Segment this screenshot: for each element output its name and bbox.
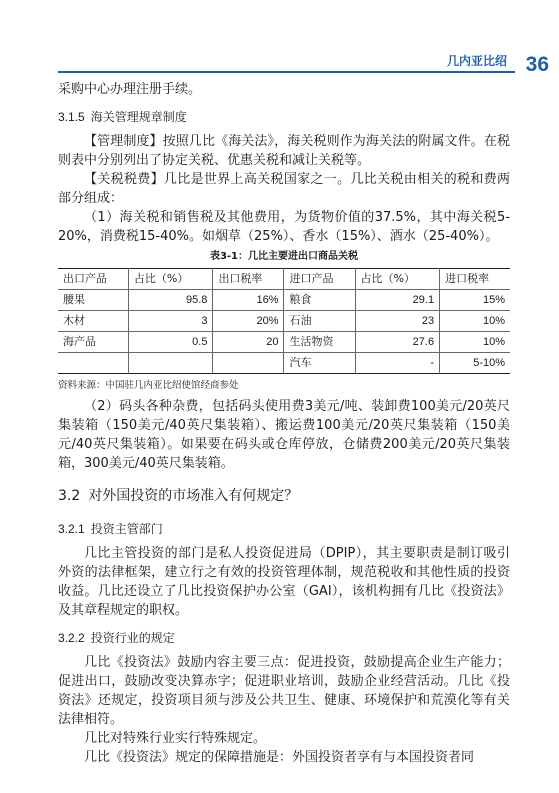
table-header-row — [58, 269, 510, 290]
section-number: 3.2 — [58, 488, 81, 504]
table-cell: 10% — [440, 332, 510, 353]
table-cell: 0.5 — [128, 332, 213, 353]
table-cell — [213, 353, 284, 374]
table-cell: 10% — [440, 311, 510, 332]
header-rule — [58, 71, 515, 73]
section-title: 对外国投资的市场准入有何规定？ — [88, 488, 299, 504]
table-cell: 5-10% — [440, 353, 510, 374]
column-header: 进口产品 — [284, 269, 355, 290]
column-header: 出口产品 — [58, 269, 128, 290]
table-source-note: 资料来源：中国驻几内亚比绍使馆经商参处 — [58, 380, 239, 391]
table-cell: 16% — [213, 290, 284, 311]
column-header: 占比（%） — [355, 269, 440, 290]
table-cell: 95.8 — [128, 290, 213, 311]
section-number: 3.2.1 — [58, 522, 85, 536]
column-header: 进口税率 — [440, 269, 510, 290]
column-header: 出口税率 — [213, 269, 284, 290]
running-header-title: 几内亚比绍 — [446, 54, 507, 68]
section-heading-3-2 — [58, 487, 510, 506]
table-cell: 海产品 — [58, 332, 128, 353]
section-title: 投资主管部门 — [90, 522, 163, 536]
section-heading-3-1-5 — [58, 108, 510, 127]
table-cell: 粮食 — [284, 290, 355, 311]
paragraph-customs-tax-1: （1）海关税和销售税及其他费用，为货物价值的37.5%，其中海关税5-20%，消费税15-40%。如烟草（25%）、香水（15%）、酒水（25-40%）。 — [58, 210, 510, 244]
table-row — [58, 311, 510, 332]
section-number: 3.2.2 — [58, 631, 85, 645]
table-row — [58, 290, 510, 311]
table-cell: 生活物资 — [284, 332, 355, 353]
paragraph-customs-management: 【管理制度】按照几比《海关法》，海关税则作为海关法的附属文件。在税则表中分别列出了协定关税、优惠关税和减让关税等。 — [58, 134, 510, 168]
paragraph-customs-tax: 【关税税费】几比是世界上高关税国家之一。几比关税由相关的税和费两部分组成： — [58, 172, 510, 206]
paragraph-customs-tax-2: （2）码头各种杂费，包括码头使用费3美元/吨、装卸费100美元/20英尺集装箱（150美元/40英尺集装箱）、搬运费100美元/20英尺集装箱（150美元/40英尺集装箱）。如果要在码头或仓库停放，仓储费200美元/20英尺集装箱，300美元/40英尺集装箱。 — [58, 399, 510, 471]
page-number: 36 — [525, 53, 549, 76]
table-caption: 表3-1：几比主要进出口商品关税 — [209, 251, 359, 262]
table-cell: 15% — [440, 290, 510, 311]
table-cell: 27.6 — [355, 332, 440, 353]
section-title: 海关管理规章制度 — [90, 110, 187, 124]
paragraph-investment-department: 几比主管投资的部门是私人投资促进局（DPIP），其主要职责是制订吸引外资的法律框架，建立行之有效的投资管理体制，规范税收和其他性质的投资收益。几比还设立了几比投资保护办公室（GAI），该机构拥有几比《投资法》及其章程规定的职权。 — [58, 546, 510, 618]
table-cell: 石油 — [284, 311, 355, 332]
table-cell: 20% — [213, 311, 284, 332]
paragraph-investment-industry-1: 几比《投资法》鼓励内容主要三点：促进投资，鼓励提高企业生产能力；促进出口，鼓励改变决算赤字；促进职业培训，鼓励企业经营活动。几比《投资法》还规定，投资项目须与涉及公共卫生、健康、环境保护和荒漠化等有关法律相符。 — [58, 655, 510, 727]
table-row — [58, 353, 510, 374]
table-cell: 29.1 — [355, 290, 440, 311]
table-cell: 汽车 — [284, 353, 355, 374]
section-heading-3-2-1 — [58, 520, 510, 539]
paragraph-investment-industry-2: 几比对特殊行业实行特殊规定。 — [84, 731, 267, 746]
page-body — [58, 80, 510, 767]
section-title: 投资行业的规定 — [90, 631, 175, 645]
table-cell: 腰果 — [58, 290, 128, 311]
table-row — [58, 332, 510, 353]
section-heading-3-2-2 — [58, 629, 510, 648]
table-cell: 20 — [213, 332, 284, 353]
table-cell: 23 — [355, 311, 440, 332]
table-cell — [58, 353, 128, 374]
table-cell: - — [355, 353, 440, 374]
table-cell: 3 — [128, 311, 213, 332]
paragraph-investment-industry-3: 几比《投资法》规定的保障措施是：外国投资者享有与本国投资者同 — [84, 750, 475, 765]
column-header: 占比（%） — [128, 269, 213, 290]
paragraph-intro: 采购中心办理注册手续。 — [58, 82, 202, 97]
table-cell: 木材 — [58, 311, 128, 332]
tariff-table — [58, 268, 510, 374]
table-cell — [128, 353, 213, 374]
section-number: 3.1.5 — [58, 110, 85, 124]
